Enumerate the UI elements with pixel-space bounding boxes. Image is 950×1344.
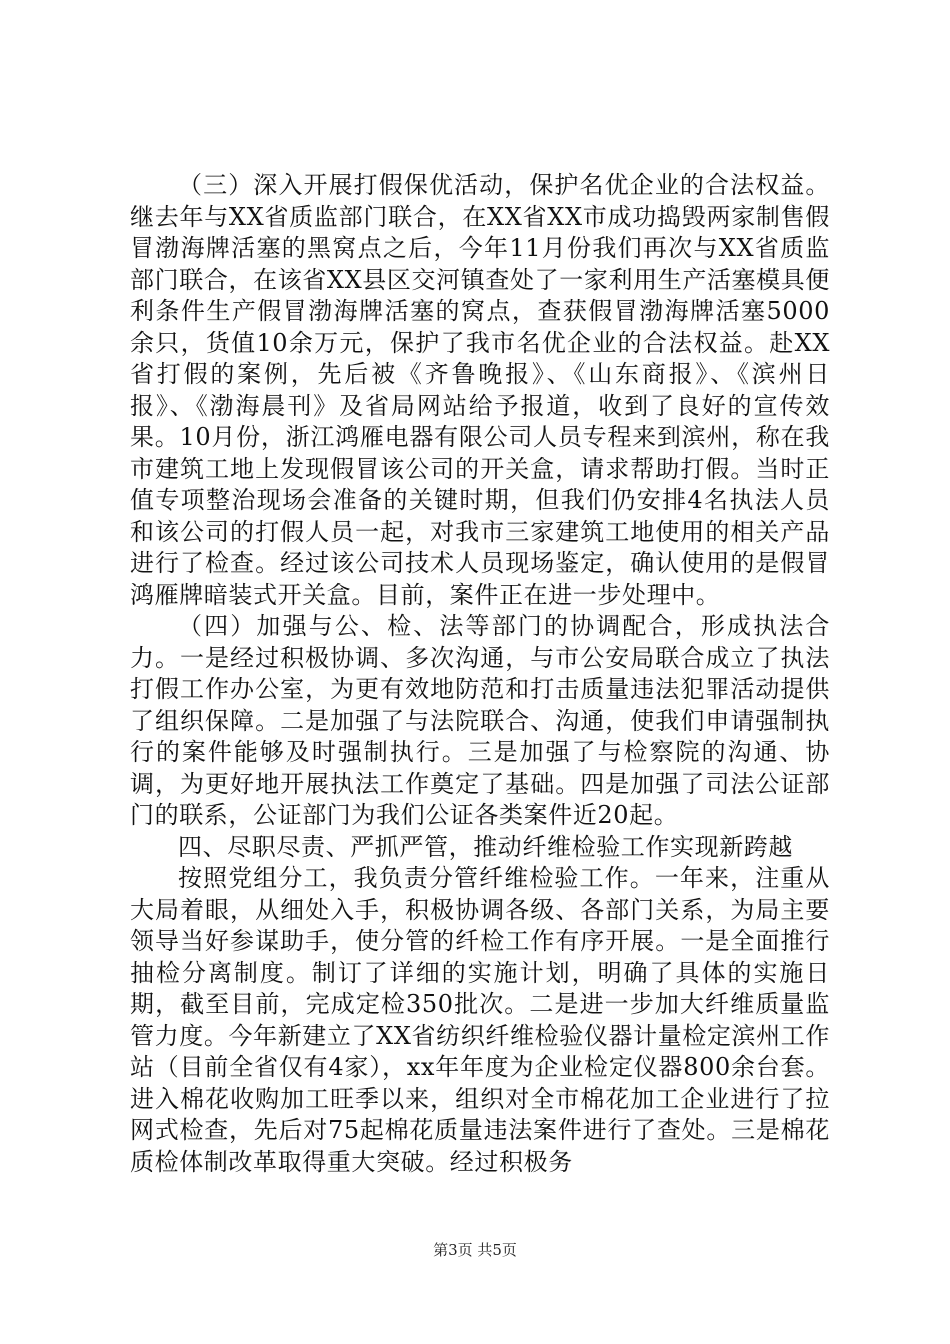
page-number-footer: 第3页 共5页 <box>433 1241 517 1259</box>
document-body <box>130 170 830 1178</box>
paragraph-fiber-inspection: 按照党组分工，我负责分管纤维检验工作。一年来，注重从大局着眼，从细处入手，积极协调各级、各部门关系，为局主要领导当好参谋助手，使分管的纤检工作有序开展。一是全面推行抽检分离制度。制订了详细的实施计划，明确了具体的实施日期，截至目前，完成定检350批次。二是进一步加大纤维质量监管力度。今年新建立了XX省纺织纤维检验仪器计量检定滨州工作站（目前全省仅有4家），xx年年度为企业检定仪器800余台套。进入棉花收购加工旺季以来，组织对全市棉花加工企业进行了拉网式检查，先后对75起棉花质量违法案件进行了查处。三是棉花质检体制改革取得重大突破。经过积极务 <box>130 864 830 1176</box>
section-heading-fiber-inspection: 四、尽职尽责、严抓严管，推动纤维检验工作实现新跨越 <box>178 832 793 861</box>
paragraph-section-4: （四）加强与公、检、法等部门的协调配合，形成执法合力。一是经过积极协调、多次沟通，与市公安局联合成立了执法打假工作办公室，为更有效地防范和打击质量违法犯罪活动提供了组织保障。二是加强了与法院联合、沟通，使我们申请强制执行的案件能够及时强制执行。三是加强了与检察院的沟通、协调，为更好地开展执法工作奠定了基础。四是加强了司法公证部门的联系，公证部门为我们公证各类案件近20起。 <box>130 612 830 829</box>
paragraph-section-3: （三）深入开展打假保优活动，保护名优企业的合法权益。继去年与XX省质监部门联合，在XX省XX市成功捣毁两家制售假冒渤海牌活塞的黑窝点之后，今年11月份我们再次与XX省质监部门联合，在该省XX县区交河镇查处了一家利用生产活塞模具便利条件生产假冒渤海牌活塞的窝点，查获假冒渤海牌活塞5000余只，货值10余万元，保护了我市名优企业的合法权益。赴XX省打假的案例，先后被《齐鲁晚报》、《山东商报》、《滨州日报》、《渤海晨刊》及省局网站给予报道，收到了良好的宣传效果。10月份，浙江鸿雁电器有限公司人员专程来到滨州，称在我市建筑工地上发现假冒该公司的开关盒，请求帮助打假。当时正值专项整治现场会准备的关键时期，但我们仍安排4名执法人员和该公司的打假人员一起，对我市三家建筑工地使用的相关产品进行了检查。经过该公司技术人员现场鉴定，确认使用的是假冒鸿雁牌暗装式开关盒。目前，案件正在进一步处理中。 <box>130 171 830 609</box>
